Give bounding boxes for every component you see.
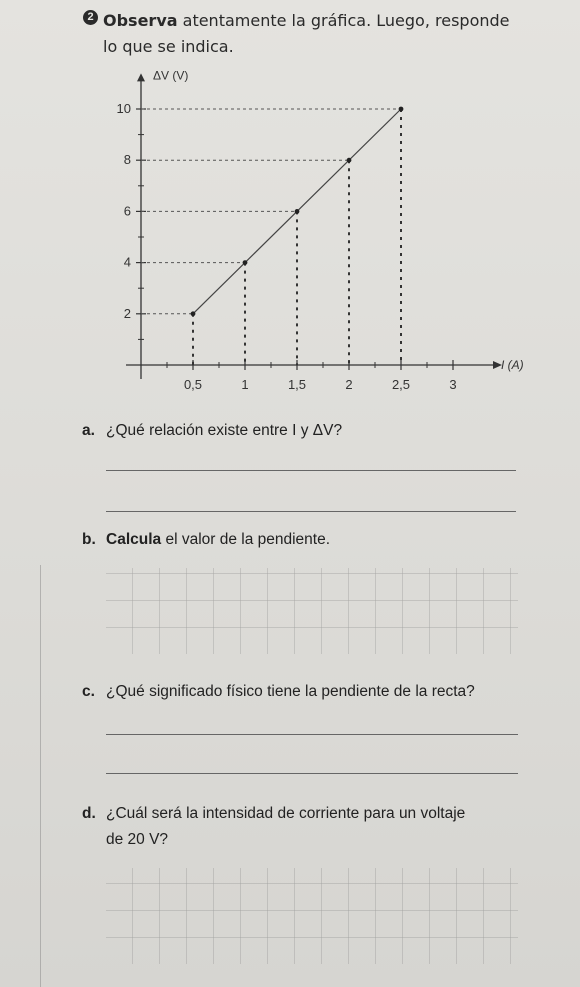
- question-d-letter: d.: [82, 805, 96, 822]
- data-point: [399, 107, 404, 112]
- data-point: [243, 260, 248, 265]
- answer-grid-b[interactable]: [106, 568, 518, 654]
- x-tick-label: 1: [241, 377, 249, 392]
- answer-grid-d[interactable]: [106, 868, 518, 964]
- x-tick-label: 2,5: [391, 377, 411, 392]
- answer-line-a1[interactable]: [106, 470, 516, 471]
- question-b-keyword: Calcula: [106, 531, 162, 548]
- x-tick-label: 3: [449, 377, 457, 392]
- question-b-text: el valor de la pendiente.: [161, 531, 331, 548]
- y-tick-label: 8: [123, 152, 131, 168]
- data-point: [347, 158, 352, 163]
- answer-line-c1[interactable]: [106, 734, 518, 735]
- question-d-line2: de 20 V?: [106, 831, 169, 848]
- data-point: [295, 209, 300, 214]
- exercise-number-badge: 2: [83, 10, 98, 25]
- y-tick-label: 4: [123, 254, 131, 270]
- voltage-current-graph: [80, 65, 540, 405]
- question-d-text: ¿Cuál será la intensidad de corriente para un voltaje: [106, 805, 466, 822]
- question-d: [82, 805, 465, 823]
- question-a: [82, 422, 342, 440]
- question-a-letter: a.: [82, 422, 95, 439]
- y-axis-arrow: [137, 73, 145, 81]
- x-tick-label: 2: [345, 377, 353, 392]
- instruction-line1: atentamente la gráfica. Luego, responde: [177, 11, 510, 30]
- question-c: [82, 683, 475, 701]
- question-b: [82, 531, 330, 549]
- question-a-text: ¿Qué relación existe entre I y ΔV?: [106, 422, 343, 439]
- question-c-text: ¿Qué significado físico tiene la pendiente de la recta?: [106, 683, 475, 700]
- y-tick-label: 2: [123, 305, 131, 321]
- page-margin-rule: [40, 565, 41, 987]
- answer-line-a2[interactable]: [106, 511, 516, 512]
- answer-line-c2[interactable]: [106, 773, 518, 774]
- x-axis-label: I (A): [501, 358, 524, 372]
- question-c-letter: c.: [82, 683, 95, 700]
- exercise-instruction: [103, 8, 543, 56]
- x-tick-label: 0,5: [183, 377, 203, 392]
- instruction-line2: lo que se indica.: [103, 37, 234, 56]
- instruction-keyword: Observa: [103, 11, 178, 30]
- question-b-letter: b.: [82, 531, 96, 548]
- y-tick-label: 6: [123, 203, 131, 219]
- y-axis-label: ΔV (V): [153, 68, 189, 83]
- x-tick-label: 1,5: [287, 377, 307, 392]
- y-tick-label: 10: [116, 101, 131, 116]
- data-point: [191, 311, 196, 316]
